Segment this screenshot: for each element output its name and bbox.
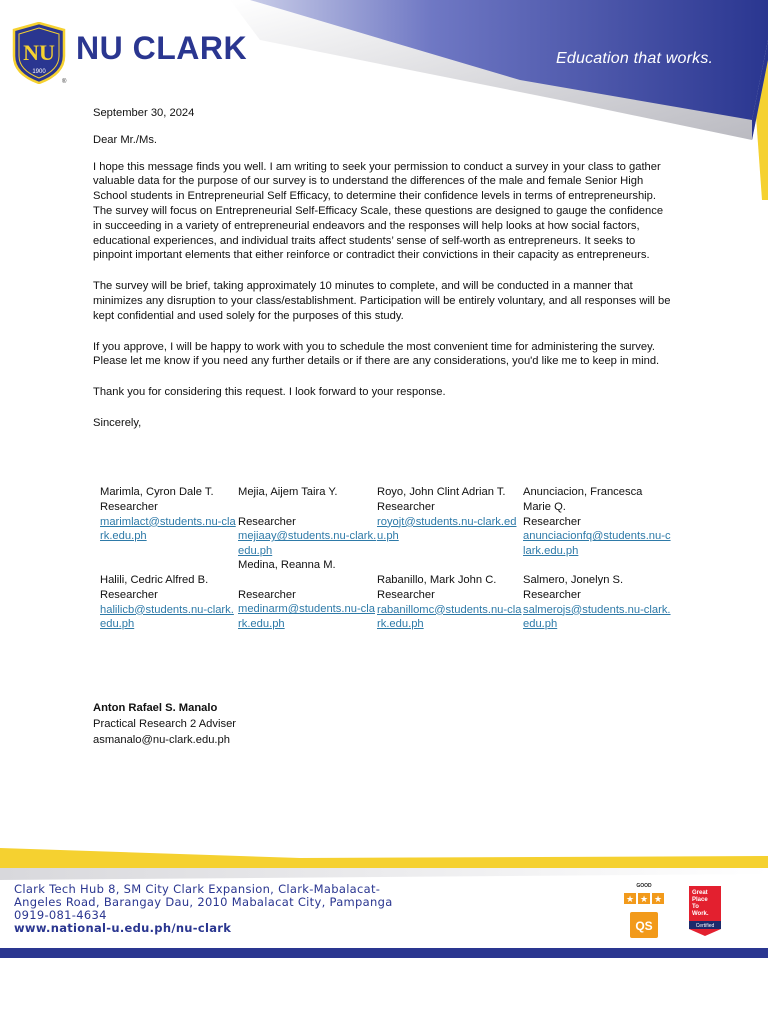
adviser-email: asmanalo@nu-clark.edu.ph bbox=[93, 734, 230, 746]
qs-logo-text: QS bbox=[635, 919, 653, 933]
researcher-name: Rabanillo, Mark John C. bbox=[377, 573, 497, 586]
svg-text:★: ★ bbox=[653, 894, 663, 904]
researcher-entry bbox=[238, 558, 377, 632]
researchers-signature-grid bbox=[100, 485, 672, 632]
letter-date: September 30, 2024 bbox=[93, 107, 195, 119]
letter-paragraph: If you approve, I will be happy to work with you to schedule the most convenient time for administering the survey. Please let me know if you need any further details or if there are any considerations, you'd like me to keep in mind. bbox=[93, 340, 660, 368]
researcher-name: Marimla, Cyron Dale T. bbox=[100, 486, 214, 498]
researcher-role: Researcher bbox=[238, 588, 296, 601]
researcher-entry bbox=[523, 573, 672, 632]
researcher-email-link[interactable]: medinarm@students.nu-clark.edu.ph bbox=[238, 603, 375, 631]
researcher-role: Researcher bbox=[100, 500, 158, 513]
letter-paragraph: Thank you for considering this request. I look forward to your response. bbox=[93, 386, 446, 399]
letter-body bbox=[93, 106, 673, 443]
tagline: Education that works. bbox=[556, 50, 714, 67]
footer-website-link[interactable]: www.national-u.edu.ph/nu-clark bbox=[14, 921, 232, 935]
svg-text:Work.: Work. bbox=[692, 911, 709, 917]
nu-logo-shield-icon bbox=[12, 22, 66, 84]
great-place-to-work-badge-icon bbox=[688, 885, 722, 937]
registered-mark: ® bbox=[62, 79, 67, 85]
researcher-name: Medina, Reanna M. bbox=[238, 558, 336, 571]
researcher-role: Researcher bbox=[523, 588, 581, 601]
researcher-name: Anunciacion, Francesca Marie Q. bbox=[523, 486, 643, 513]
letter-paragraph: The survey will be brief, taking approximately 10 minutes to complete, and will be conducted in a manner that minimizes any disruption to your class/establishment. Participation will be entirely voluntary, and all responses will be kept confidential and used solely for the purposes of this study. bbox=[93, 280, 671, 322]
researcher-entry bbox=[100, 485, 238, 559]
svg-text:Certified: Certified bbox=[695, 923, 715, 929]
researcher-role: Researcher bbox=[523, 515, 581, 528]
researcher-email-link[interactable]: royojt@students.nu-clark.edu.ph bbox=[377, 515, 517, 543]
svg-text:Place: Place bbox=[692, 897, 708, 903]
researcher-name: Salmero, Jonelyn S. bbox=[523, 573, 624, 586]
researcher-email-link[interactable]: rabanillomc@students.nu-clark.edu.ph bbox=[377, 603, 522, 631]
researcher-email-link[interactable]: mejiaay@students.nu-clark.edu.ph bbox=[238, 530, 377, 558]
researcher-role: Researcher bbox=[100, 588, 158, 601]
researcher-entry bbox=[523, 485, 672, 559]
adviser-title: Practical Research 2 Adviser bbox=[93, 718, 237, 730]
researcher-name: Royo, John Clint Adrian T. bbox=[377, 486, 506, 498]
svg-text:To: To bbox=[692, 904, 699, 910]
footer-address-line: Clark Tech Hub 8, SM City Clark Expansion, Clark-Mabalacat- bbox=[14, 882, 381, 896]
researcher-email-link[interactable]: salmerojs@students.nu-clark.edu.ph bbox=[523, 603, 671, 631]
researcher-entry bbox=[377, 485, 523, 559]
researcher-entry bbox=[100, 573, 238, 632]
logo-year: 1900 bbox=[32, 69, 46, 75]
adviser-name: Anton Rafael S. Manalo bbox=[93, 702, 218, 714]
logo-text: NU bbox=[23, 40, 55, 65]
researcher-email-link[interactable]: halilicb@students.nu-clark.edu.ph bbox=[100, 603, 234, 631]
svg-text:★: ★ bbox=[639, 894, 649, 904]
letter-salutation: Dear Mr./Ms. bbox=[93, 133, 158, 146]
researcher-role: Researcher bbox=[377, 588, 435, 601]
researcher-email-link[interactable]: anunciacionfq@students.nu-clark.edu.ph bbox=[523, 530, 671, 558]
footer-address-line: Angeles Road, Barangay Dau, 2010 Mabalacat City, Pampanga bbox=[14, 895, 393, 909]
researcher-email-link[interactable]: marimlact@students.nu-clark.edu.ph bbox=[100, 515, 236, 543]
footer-phone: 0919-081-4634 bbox=[14, 908, 107, 922]
svg-text:Great: Great bbox=[692, 890, 708, 896]
researcher-name: Halili, Cedric Alfred B. bbox=[100, 573, 209, 586]
adviser-signature bbox=[93, 700, 236, 748]
footer-contact bbox=[14, 883, 393, 935]
letter-closing: Sincerely, bbox=[93, 416, 142, 429]
researcher-entry bbox=[377, 573, 523, 632]
researcher-name: Mejia, Aijem Taira Y. bbox=[238, 486, 338, 498]
letter-paragraph: I hope this message finds you well. I am writing to seek your permission to conduct a survey in your class to gather valuable data for the purpose of our survey is to understand the differences of the male and female Senior High School students in Entrepreneurial Self Efficacy, to determine their confidence levels in terms of entrepreneurship. The survey will focus on Entrepreneurial Self-Efficacy Scale, these questions are designed to gauge the confidence in succeeding in a variety of entrepreneurial endeavors and the responses will help looks at how social factors, educational experiences, and individual traits affect students’ sense of self-worth as entrepreneurs. It seeks to pinpoint important elements that either reinforce or contradict their convictions in their capacity as entrepreneurs. bbox=[93, 160, 664, 262]
researcher-role: Researcher bbox=[238, 515, 296, 528]
svg-text:★: ★ bbox=[625, 894, 635, 904]
brand-name: NU CLARK bbox=[76, 30, 248, 66]
researcher-entry bbox=[238, 485, 377, 559]
qs-rating-badge-icon bbox=[620, 880, 668, 940]
researcher-role: Researcher bbox=[377, 500, 435, 513]
qs-rating-label: GOOD bbox=[636, 883, 652, 889]
